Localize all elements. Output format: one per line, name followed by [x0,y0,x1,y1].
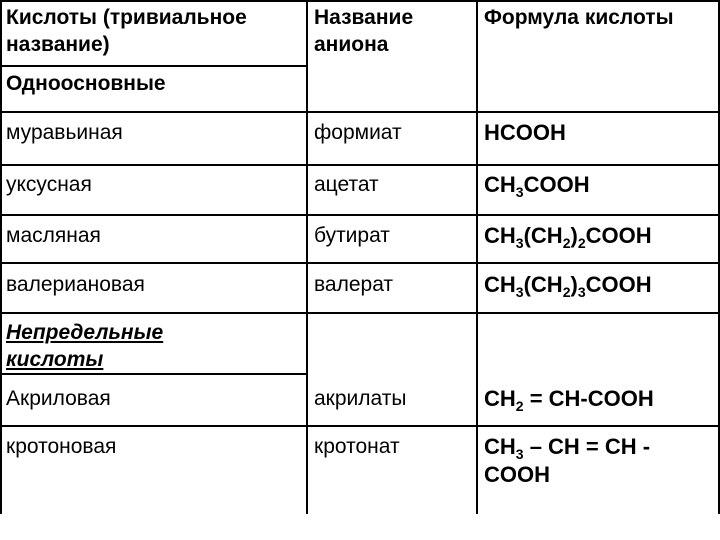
table-column-divider-2 [476,0,478,514]
header-acid-formula: Формула кислоты [484,6,674,29]
row-divider [0,262,720,264]
row-divider [0,214,720,216]
row-divider [0,425,720,427]
acid-formula: $CH_2$ = CH-COOH [484,386,654,414]
acid-formula: $CH_3COOH$ [484,172,590,200]
acid-name: муравьиная [6,121,123,144]
anion-name: акрилаты [314,387,407,410]
row-divider [0,111,720,113]
row-divider [0,312,720,314]
acid-formula-continuation: COOH [484,462,550,487]
row-divider [0,0,720,2]
table-border-left [0,0,2,514]
acid-name: кротоновая [6,435,117,458]
table-column-divider-1 [306,0,308,514]
anion-name: ацетат [314,173,379,196]
anion-name: кротонат [314,435,400,458]
row-divider [0,164,720,166]
acid-name: уксусная [6,173,92,196]
section-label-unsaturated: Непредельные кислоты [6,321,164,371]
anion-name: бутират [314,224,390,247]
anion-name: формиат [314,121,402,144]
acid-name: Акриловая [6,387,111,410]
section-label-monobasic: Одноосновные [6,72,166,95]
acid-name: валериановая [6,273,145,296]
row-divider [0,65,306,67]
acid-formula: $CH_3(CH_2)_2COOH$ [484,223,652,251]
anion-name: валерат [314,273,394,296]
acid-formula: $CH_3$ – CH = CH - [484,434,651,462]
header-acid-name: Кислоты (тривиальное название) [6,6,247,56]
acid-name: масляная [6,224,101,247]
header-anion-name: Название аниона [314,6,414,56]
row-divider [0,373,306,375]
acid-formula: $CH_3(CH_2)_3COOH$ [484,272,652,300]
acid-formula: HCOOH [484,120,566,145]
